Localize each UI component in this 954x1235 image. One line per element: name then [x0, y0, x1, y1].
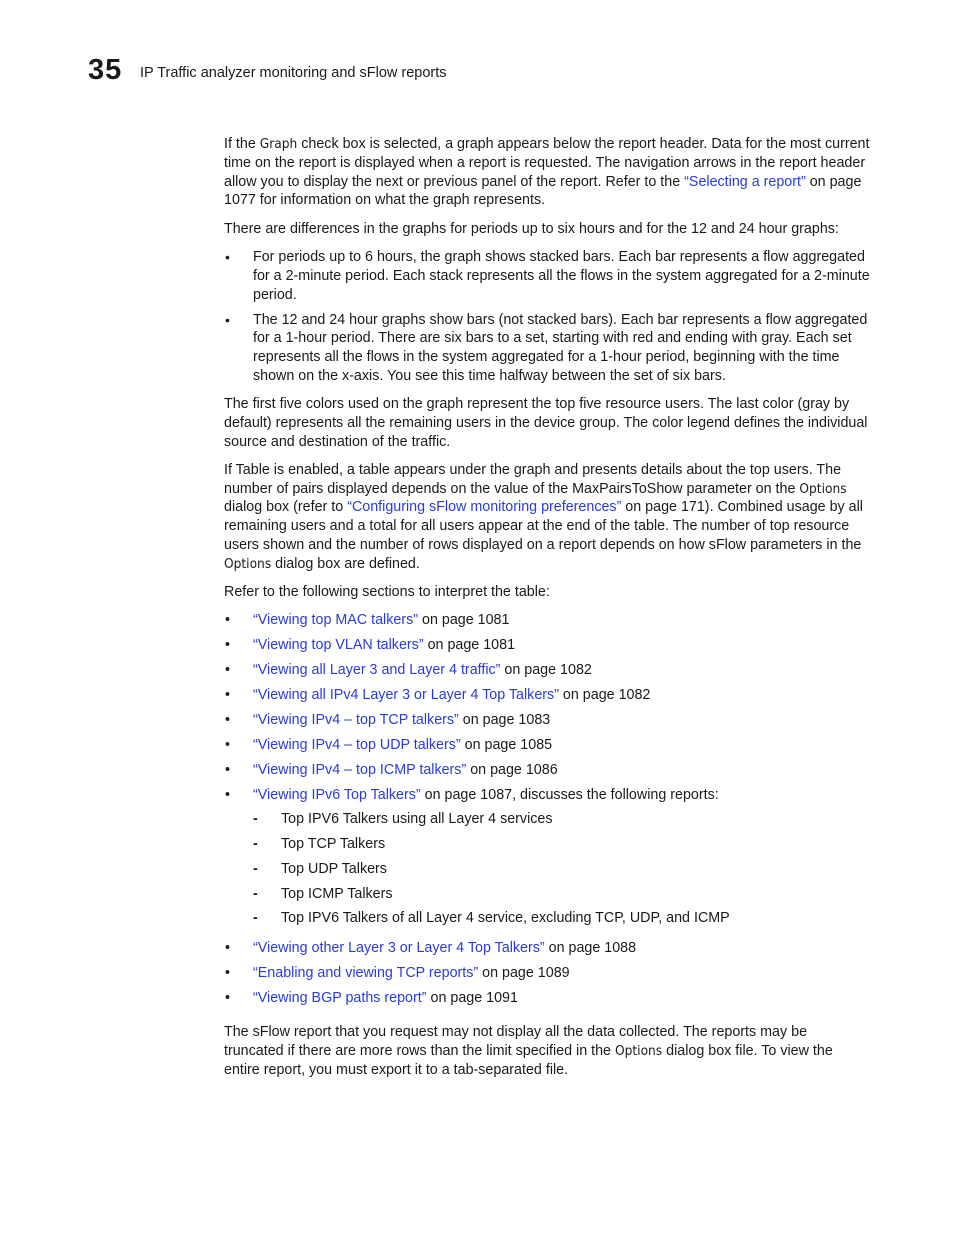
list-item: • The 12 and 24 hour graphs show bars (not stacked bars). Each bar represents a flow aggregated for a 1-hour period. There are six bars to a set, starting with red and ending with gray. Each set represents all the flows in the system aggregated for a 1-hour period, beginning with the time shown on the x-axis. You see this time halfway between the set of six bars. — [224, 311, 870, 386]
list-item — [224, 939, 870, 964]
chapter-number: 35 — [88, 54, 123, 86]
list-item — [224, 661, 870, 686]
ipv6-reports-sublist — [253, 810, 870, 934]
ui-term-options: Options — [614, 1042, 663, 1059]
link-bgp-paths-report[interactable]: “Viewing BGP paths report” — [253, 990, 427, 1007]
page-ref: on page 1086 — [466, 762, 558, 779]
link-ipv4-top-talkers[interactable]: “Viewing all IPv4 Layer 3 or Layer 4 Top Talkers” — [253, 687, 559, 704]
list-item — [224, 611, 870, 636]
page-ref: on page 1083 — [458, 712, 551, 729]
ui-term-graph: Graph — [259, 136, 298, 152]
paragraph-differences: There are differences in the graphs for periods up to six hours and for the 12 and 24 hour graphs: — [224, 220, 839, 237]
text: If Table is enabled, a table appears under the graph and presents details about the top users. The number of pairs displayed depends on the value of the MaxPairsToShow parameter on the — [224, 461, 842, 497]
paragraph-graph — [224, 135, 870, 210]
sub-list-item: - Top IPV6 Talkers using all Layer 4 services — [253, 810, 870, 835]
link-top-vlan-talkers[interactable]: “Viewing top VLAN talkers” — [253, 637, 424, 654]
link-tcp-reports[interactable]: “Enabling and viewing TCP reports” — [253, 965, 479, 982]
text: The sFlow report that you request may not display all the data collected. The reports may be truncated if there are more rows than the limit specified in the — [224, 1024, 808, 1059]
page-ref: on page 1088 — [544, 940, 637, 957]
paragraph-table — [224, 461, 870, 574]
list-item — [224, 964, 870, 989]
list-item: • For periods up to 6 hours, the graph shows stacked bars. Each bar represents a flow aggregated for a 2-minute period. Each stack represents all the flows in the system aggregated for a 2-minute period. — [224, 248, 870, 304]
sections-link-list — [224, 611, 870, 1014]
list-item — [224, 686, 870, 711]
sub-list-item: - Top TCP Talkers — [253, 835, 870, 860]
ui-term-options: Options — [224, 555, 272, 572]
chapter-title: IP Traffic analyzer monitoring and sFlow reports — [140, 65, 447, 81]
list-item — [224, 711, 870, 736]
text: dialog box file. To view the entire report, you must export it to a tab-separated file. — [224, 1042, 833, 1078]
page-ref: on page 1089 — [478, 965, 570, 982]
link-ipv4-udp-talkers[interactable]: “Viewing IPv4 – top UDP talkers” — [253, 737, 461, 754]
paragraph-truncated — [224, 1023, 870, 1079]
text: If the — [224, 136, 260, 152]
page-ref: on page 1082 — [558, 687, 651, 704]
ui-term-options: Options — [799, 480, 847, 497]
link-ipv6-top-talkers[interactable]: “Viewing IPv6 Top Talkers” — [253, 787, 421, 804]
sub-list-item: - Top UDP Talkers — [253, 860, 870, 885]
list-item — [224, 736, 870, 761]
paragraph-refer: Refer to the following sections to interpret the table: — [224, 584, 550, 601]
list-item — [224, 636, 870, 661]
list-item — [224, 786, 870, 939]
link-configuring-sflow-preferences[interactable]: “Configuring sFlow monitoring preferences” — [347, 499, 622, 516]
link-ipv4-tcp-talkers[interactable]: “Viewing IPv4 – top TCP talkers” — [253, 712, 459, 729]
sub-list-item: - Top IPV6 Talkers of all Layer 4 service, excluding TCP, UDP, and ICMP — [253, 909, 870, 934]
list-item — [224, 989, 870, 1014]
page-ref: on page 1091 — [426, 990, 518, 1007]
sub-list-item: - Top ICMP Talkers — [253, 885, 870, 910]
list-item — [224, 761, 870, 786]
link-other-layer3-layer4-talkers[interactable]: “Viewing other Layer 3 or Layer 4 Top Talkers” — [253, 940, 545, 957]
link-layer3-layer4-traffic[interactable]: “Viewing all Layer 3 and Layer 4 traffic” — [253, 662, 501, 679]
text: dialog box (refer to — [224, 499, 348, 516]
page-ref: on page 1087, discusses the following reports: — [420, 787, 719, 804]
page-ref: on page 1085 — [460, 737, 553, 754]
paragraph-colors: The first five colors used on the graph represent the top five resource users. The last color (gray by default) represents all the remaining users in the device group. The color legend defines the individual source and destination of the traffic. — [224, 395, 868, 450]
page-ref: on page 1081 — [418, 612, 510, 629]
text: check box is selected, a graph appears below the report header. Data for the most current time on the report is displayed when a report is requested. The navigation arrows in the report header allow you to display the next or previous panel of the report. Refer to the — [224, 136, 870, 190]
page-ref: on page 1082 — [500, 662, 592, 679]
text: on page 171). Combined usage by all remaining users and a total for all users appear at the end of the table. The number of top resource users shown and the number of rows displayed on a report depends on how sFlow parameters in the — [224, 499, 863, 554]
page-body — [224, 135, 870, 1089]
link-ipv4-icmp-talkers[interactable]: “Viewing IPv4 – top ICMP talkers” — [253, 762, 467, 779]
link-top-mac-talkers[interactable]: “Viewing top MAC talkers” — [253, 612, 419, 629]
link-selecting-a-report[interactable]: “Selecting a report” — [684, 173, 806, 190]
graph-periods-list — [224, 248, 870, 386]
page-ref: on page 1081 — [423, 637, 516, 654]
text: dialog box are defined. — [271, 555, 420, 572]
text: on page 1077 for information on what the graph represents. — [224, 173, 862, 209]
